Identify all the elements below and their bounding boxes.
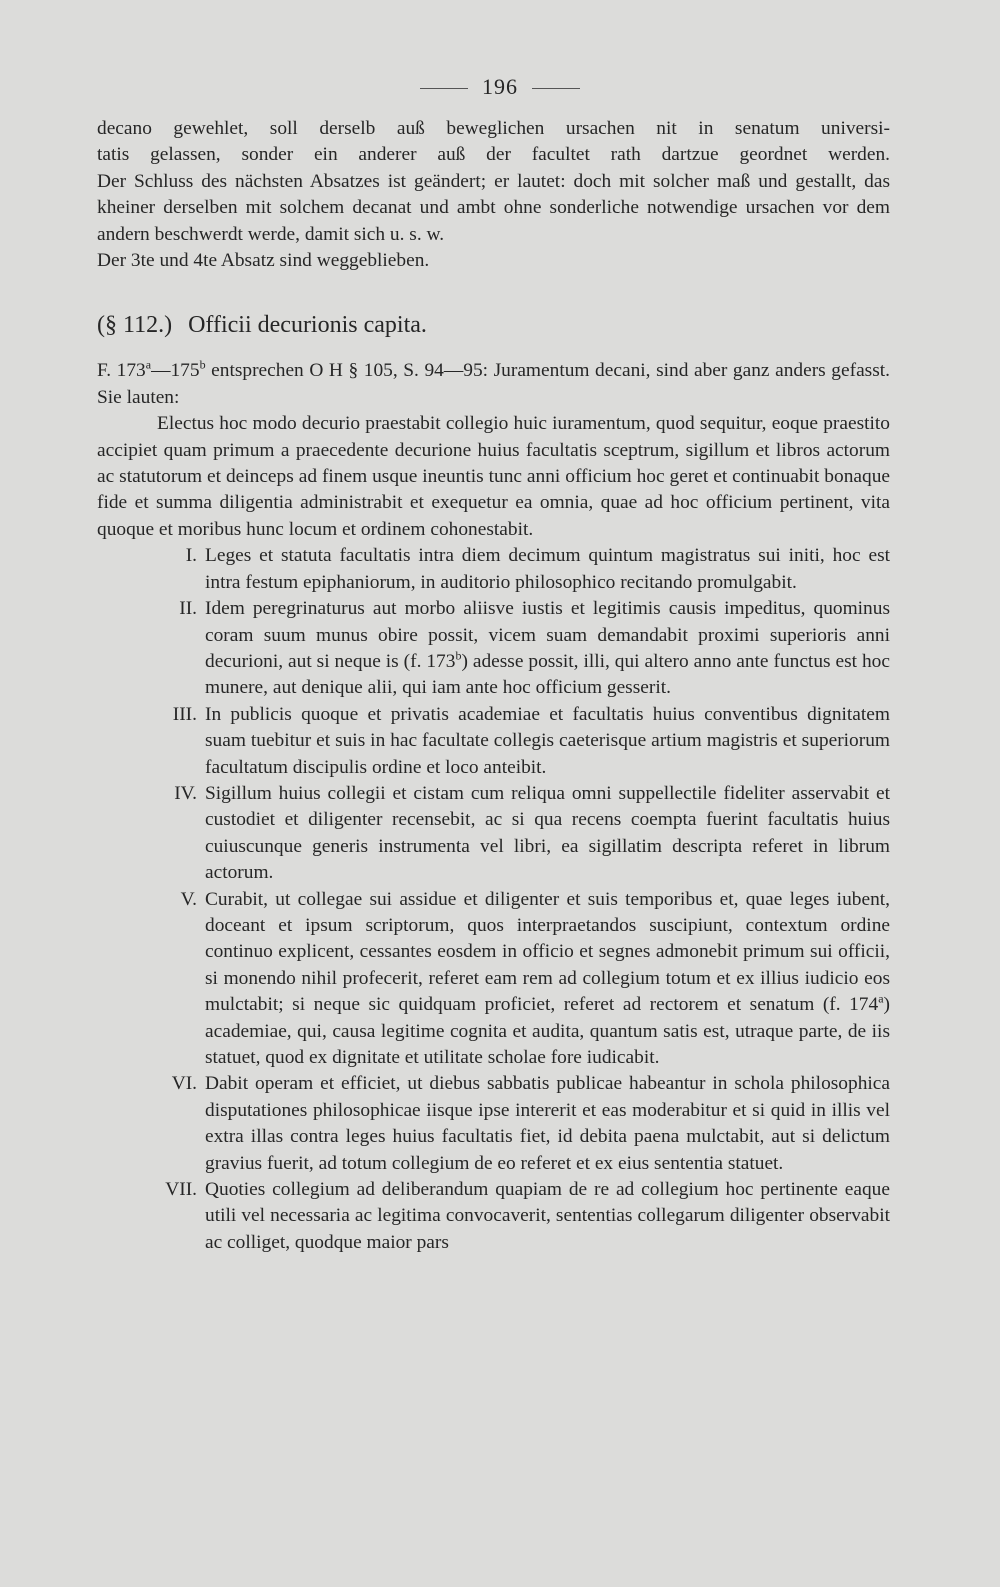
list-item-text-cont: ) adesse possit, illi, qui altero anno ante functus est hoc munere, aut denique alii, qui iam ante hoc officium gesserit.	[205, 650, 890, 699]
list-item-number: IV.	[174, 782, 197, 804]
list-item-text: Quoties collegium ad deliberandum quapiam de re ad collegium hoc pertinente eaque utili vel necessaria ac legitima convocaverit, sententias collegarum diligenter observabit ac colliget, quodque maior pars	[205, 1179, 890, 1253]
page-number-dash-right	[532, 88, 580, 89]
page-number	[0, 74, 1000, 100]
source-note	[97, 358, 890, 411]
list-item	[97, 596, 890, 702]
list-item-text: Sigillum huius collegii et cistam cum reliqua omni suppellectile fideliter asservabit et custodiet et diligenter recensebit, ac si qua recens coempta fuerint facultatis huius cuiuscunque generis instrumenta vel libri, ea sigillatim descripta referet in librum actorum.	[205, 782, 890, 884]
list-item-number: V.	[180, 888, 197, 910]
paragraph-change-note: Der Schluss des nächsten Absatzes ist geändert; er lautet: doch mit solcher maß und gestallt, das kheiner derselben mit solchem decanat und ambt ohne sonderliche notwendige ursachen vor dem andern beschwerdt werde, damit sich u. s. w.	[97, 170, 890, 245]
list-item-text: Leges et statuta facultatis intra diem decimum quintum magistratus sui initi, hoc est intra festum epiphaniorum, in auditorio philosophico recitando promulgabit.	[205, 545, 890, 593]
source-note-sup-1: a	[145, 357, 152, 372]
list-item	[97, 543, 890, 596]
list-item	[97, 1071, 890, 1177]
source-note-mid: —175	[151, 360, 200, 382]
section-title: Officii decurionis capita.	[188, 312, 427, 339]
body-text	[97, 116, 890, 1256]
source-note-rest: entsprechen O H § 105, S. 94—95: Juramentum decani, sind aber ganz anders gefasst. Sie lauten:	[97, 360, 890, 408]
list-item-number: II.	[179, 598, 197, 620]
source-note-prefix: F. 173	[97, 360, 146, 382]
list-item-text: Idem peregrinaturus aut morbo aliisve iustis et legitimis causis impeditus, quominus coram suum munus obire possit, vicem suam demandabit proximi superioris anni decurioni, aut si neque is (f. 173	[205, 598, 890, 672]
list-item-text: Dabit operam et efficiet, ut diebus sabbatis publicae habeantur in schola philosophica disputationes philosophicae iisque ipse intererit et eas moderabitur et si quid in illis vel extra illas contra leges huius facultatis fiet, id debita paena mulctabit, aut si delictum gravius fuerit, ad totum collegium de eo referet et ex eius sententia statuet.	[205, 1073, 890, 1174]
list-item-number: VII.	[165, 1179, 197, 1201]
list-item-number: I.	[185, 545, 197, 567]
paragraph-omitted-note: Der 3te und 4te Absatz sind weggeblieben.	[97, 250, 430, 272]
list-item	[97, 1177, 890, 1256]
list-item	[97, 781, 890, 887]
list-item-text: In publicis quoque et privatis academiae et facultatis huius conventibus dignitatem suam tuebitur et suis in hac facultate collegis caeterisque artium magistris et superiorum facultatum discipulis ordine et loco anteibit.	[205, 703, 890, 778]
list-item-sup: b	[455, 648, 462, 663]
list-item	[97, 887, 890, 1072]
list-item-text: Curabit, ut collegae sui assidue et diligenter et suis temporibus et, quae leges iubent, doceant et ipsum scriptorum, quos interpraetandos suscipiunt, contextum ordine continuo explicent, cessantes eosdem in officio et segnes admonebit primum sui officii, si monendo nihil profecerit, referet eam rem ad collegium totum et ex illius iudicio eos mulctabit; si neque sic quidquam proficiet, referet ad rectorem et senatum (f. 174	[205, 888, 890, 1016]
page-number-dash-left	[420, 88, 468, 89]
list-item-text-cont: ) academiae, qui, causa legitime cognita et audita, quantum satis est, utraque parte, de iis statuet, quod ex dignitate et utilitate scholae fore iudicabit.	[205, 994, 890, 1068]
list-item	[97, 702, 890, 781]
list-item-number: III.	[172, 703, 197, 725]
page-number-text: 196	[482, 74, 518, 99]
section-ref: (§ 112.)	[97, 312, 173, 339]
list-item-sup: a	[878, 991, 884, 1006]
intro-line-1: decano gewehlet, soll derselb auß beweglichen ursachen nit in senatum universi-	[97, 118, 890, 139]
list-item-number: VI.	[171, 1073, 197, 1095]
source-note-sup-2: b	[199, 357, 206, 372]
oath-paragraph: Electus hoc modo decurio praestabit collegio huic iuramentum, quod sequitur, eoque praestito accipiet quam primum a praecedente decurione huius facultatis sceptrum, sigillum et libros actorum ac statutorum et deinceps ad finem usque ineuntis tunc anni officium hoc geret et continuabit bonaque fide et summa diligentia administrabit et exequetur ea omnia, quae ad hoc officium pertinent, vita quoque et moribus hunc locum et ordinem cohonestabit.	[97, 413, 890, 540]
section-heading	[97, 310, 890, 340]
intro-line-2: tatis gelassen, sonder ein anderer auß der facultet rath dartzue geordnet werden.	[97, 144, 890, 166]
